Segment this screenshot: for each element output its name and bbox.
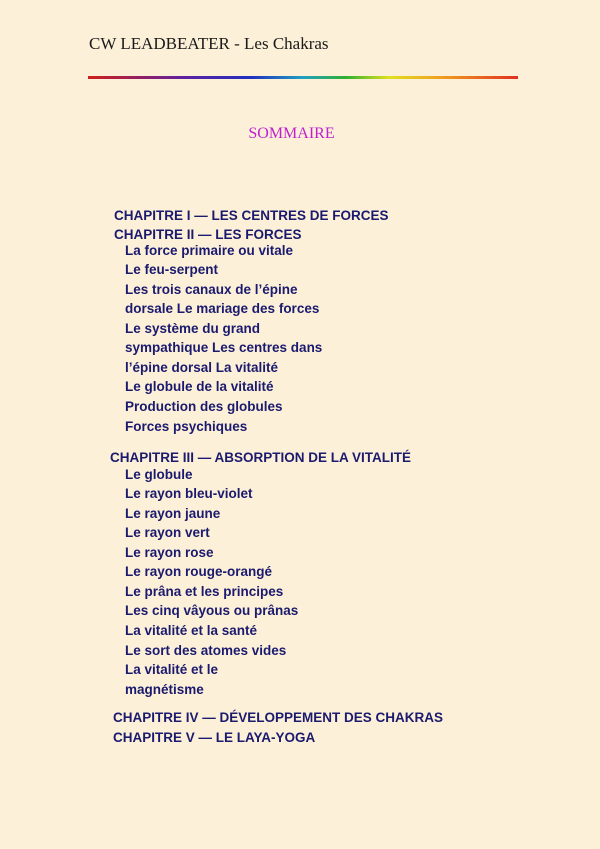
- toc-item: dorsale Le mariage des forces: [125, 301, 320, 316]
- toc-item: Forces psychiques: [125, 419, 248, 434]
- toc-chapter-4: CHAPITRE IV — DÉVELOPPEMENT DES CHAKRAS: [113, 710, 444, 725]
- toc-item: Le rayon jaune: [125, 506, 221, 521]
- toc-chapter-3: CHAPITRE III — ABSORPTION DE LA VITALITÉ: [110, 450, 412, 465]
- toc-heading: SOMMAIRE: [248, 125, 335, 142]
- toc-item: l’épine dorsal La vitalité: [125, 360, 279, 375]
- toc-item: Le globule de la vitalité: [125, 379, 274, 394]
- toc-item: Le sort des atomes vides: [125, 643, 287, 658]
- toc-item: Le globule: [125, 467, 193, 482]
- rainbow-divider: [88, 76, 518, 79]
- toc-item: Le rayon rose: [125, 545, 214, 560]
- toc-item: Les cinq vâyous ou prânas: [125, 603, 299, 618]
- toc-chapter-1: CHAPITRE I — LES CENTRES DE FORCES: [114, 208, 389, 223]
- toc-chapter-2: CHAPITRE II — LES FORCES: [114, 227, 302, 242]
- toc-item: Le rayon rouge-orangé: [125, 564, 273, 579]
- toc-item: Les trois canaux de l’épine: [125, 282, 298, 297]
- toc-item: Le prâna et les principes: [125, 584, 284, 599]
- toc-item: Le système du grand: [125, 321, 261, 336]
- toc-item: La vitalité et le: [125, 662, 219, 677]
- toc-item: Le rayon vert: [125, 525, 210, 540]
- toc-item: magnétisme: [125, 682, 204, 697]
- toc-item: Production des globules: [125, 399, 283, 414]
- toc-chapter-5: CHAPITRE V — LE LAYA-YOGA: [113, 730, 316, 745]
- toc-item: Le feu-serpent: [125, 262, 219, 277]
- toc-item: La vitalité et la santé: [125, 623, 258, 638]
- toc-item: La force primaire ou vitale: [125, 243, 294, 258]
- toc-item: sympathique Les centres dans: [125, 340, 323, 355]
- running-header: CW LEADBEATER - Les Chakras: [89, 34, 329, 53]
- toc-item: Le rayon bleu-violet: [125, 486, 253, 501]
